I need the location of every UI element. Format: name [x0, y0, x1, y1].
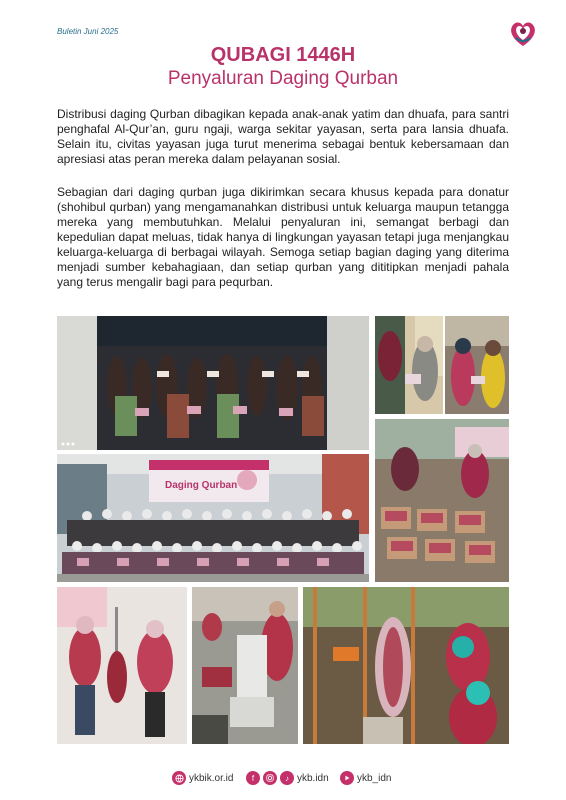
instagram-icon: [263, 771, 277, 785]
footer-social[interactable]: [246, 770, 329, 786]
footer-website[interactable]: [172, 770, 233, 786]
paragraph-distribution: Distribusi daging Qurban dibagikan kepada anak-anak yatim dan dhuafa, para santri penghafal Al-Qur’an, guru ngaji, warga sekitar yayasan, serta para lansia dhuafa. Selain itu, civitas yayasan juga turut menerima sebagai bentuk kebersamaan dan apresiasi atas peran mereka dalam pelayanan sosial.: [57, 107, 509, 166]
footer-youtube[interactable]: [340, 770, 391, 786]
photo-carcass-processing: [303, 587, 509, 744]
banner-label: Daging Qurban: [165, 480, 238, 491]
social-handle-text: ykb.idn: [297, 772, 329, 784]
paragraph-donors: Sebagian dari daging qurban juga dikirimkan secara khusus kepada para donatur (shohibul qurban) yang mengamanahkan distribusi untuk keluarga maupun tetangga mereka yang membutuhkan. Melalui penyaluran ini, semangat berbagi dan kepedulian dapat meluas, tidak hanya di lingkungan yayasan tetapi juga menjangkau keluarga-keluarga di berbagai wilayah. Semoga setiap bagian daging yang diterima menjadi sumber kebahagiaan, dan setiap qurban yang dititipkan menjadi pahala yang terus mengalir bagi para pequrban.: [57, 185, 509, 289]
edition-label: Buletin Juni 2025: [57, 27, 119, 36]
tiktok-icon: ♪: [280, 771, 294, 785]
photo-woman-yellow: [445, 316, 509, 414]
photo-children-group-night: [57, 316, 369, 450]
youtube-icon: [340, 771, 354, 785]
youtube-handle-text: ykb_idn: [357, 772, 392, 784]
photo-meat-packages: [375, 419, 509, 582]
website-text: ykbik.or.id: [189, 772, 234, 784]
globe-icon: [172, 771, 186, 785]
photo-meat-cutting-machine: [192, 587, 298, 744]
photo-butchering-volunteers: [57, 587, 187, 744]
page-title: QUBAGI 1446H: [210, 44, 356, 66]
photo-group-with-banner: [57, 454, 369, 582]
facebook-icon: f: [246, 771, 260, 785]
footer-bar: [0, 770, 566, 790]
page-subtitle: Penyaluran Daging Qurban: [167, 68, 399, 89]
photo-elderly-recipient: [375, 316, 443, 414]
